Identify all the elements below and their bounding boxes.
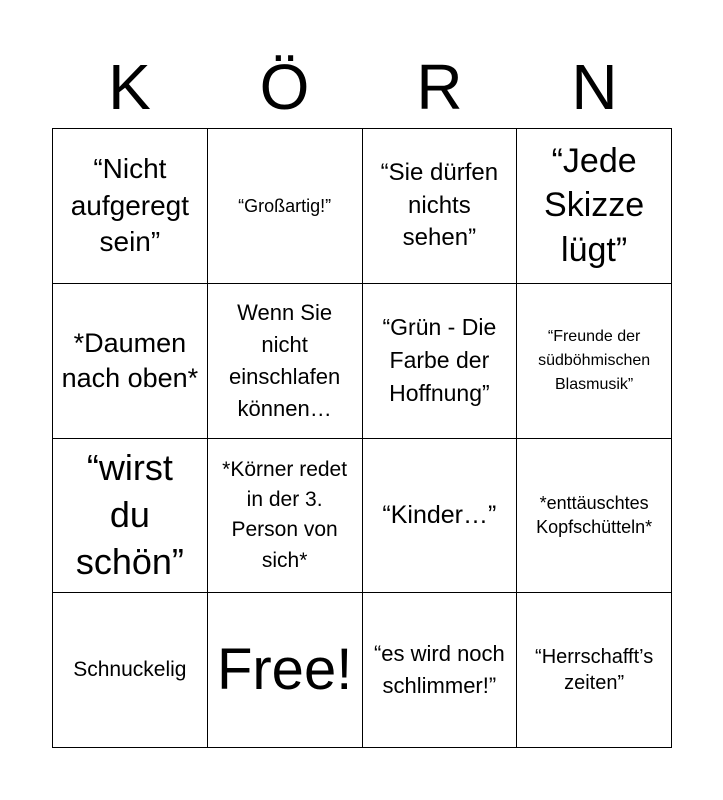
cell-text: *Daumen nach oben* [61,327,199,393]
cell-text: “Herrschafft’s zeiten” [535,646,654,695]
cell-text: “wirst du schön” [75,447,184,582]
header-letter-1: K [108,51,151,123]
bingo-cell[interactable] [363,129,518,284]
cell-text: Wenn Sie nicht einschlafen können… [228,299,341,421]
bingo-cell[interactable] [363,593,518,748]
free-cell[interactable] [208,593,363,748]
bingo-cell[interactable] [208,129,363,284]
bingo-header [52,52,672,122]
cell-text: “Sie dürfen nichts sehen” [380,159,499,252]
bingo-cell[interactable] [363,439,518,594]
cell-text: “Freunde der südböhmischen Blasmusik” [538,327,651,393]
bingo-cell[interactable] [363,284,518,439]
free-text: Free! [216,637,353,703]
cell-text: “Grün - Die Farbe der Hoffnung” [382,313,497,407]
cell-text: “Jede Skizze lügt” [544,141,645,270]
header-letter-3: R [416,51,463,123]
bingo-cell[interactable] [517,593,672,748]
cell-text: Schnuckelig [73,657,187,681]
bingo-cell[interactable] [53,129,208,284]
bingo-grid [52,128,672,748]
header-letter-2: Ö [259,51,310,123]
bingo-cell[interactable] [517,129,672,284]
bingo-cell[interactable] [53,439,208,594]
bingo-cell[interactable] [208,439,363,594]
cell-text: “Kinder…” [382,500,497,529]
cell-text: “Großartig!” [238,195,332,216]
bingo-cell[interactable] [517,284,672,439]
cell-text: *Körner redet in der 3. Person von sich* [222,457,348,572]
bingo-cell[interactable] [53,593,208,748]
cell-text: “es wird noch schlimmer!” [373,641,505,699]
header-letter-4: N [571,51,618,123]
bingo-cell[interactable] [53,284,208,439]
cell-text: “Nicht aufgeregt sein” [70,153,190,258]
bingo-cell[interactable] [208,284,363,439]
cell-text: *enttäuschtes Kopfschütteln* [536,493,653,538]
bingo-cell[interactable] [517,439,672,594]
